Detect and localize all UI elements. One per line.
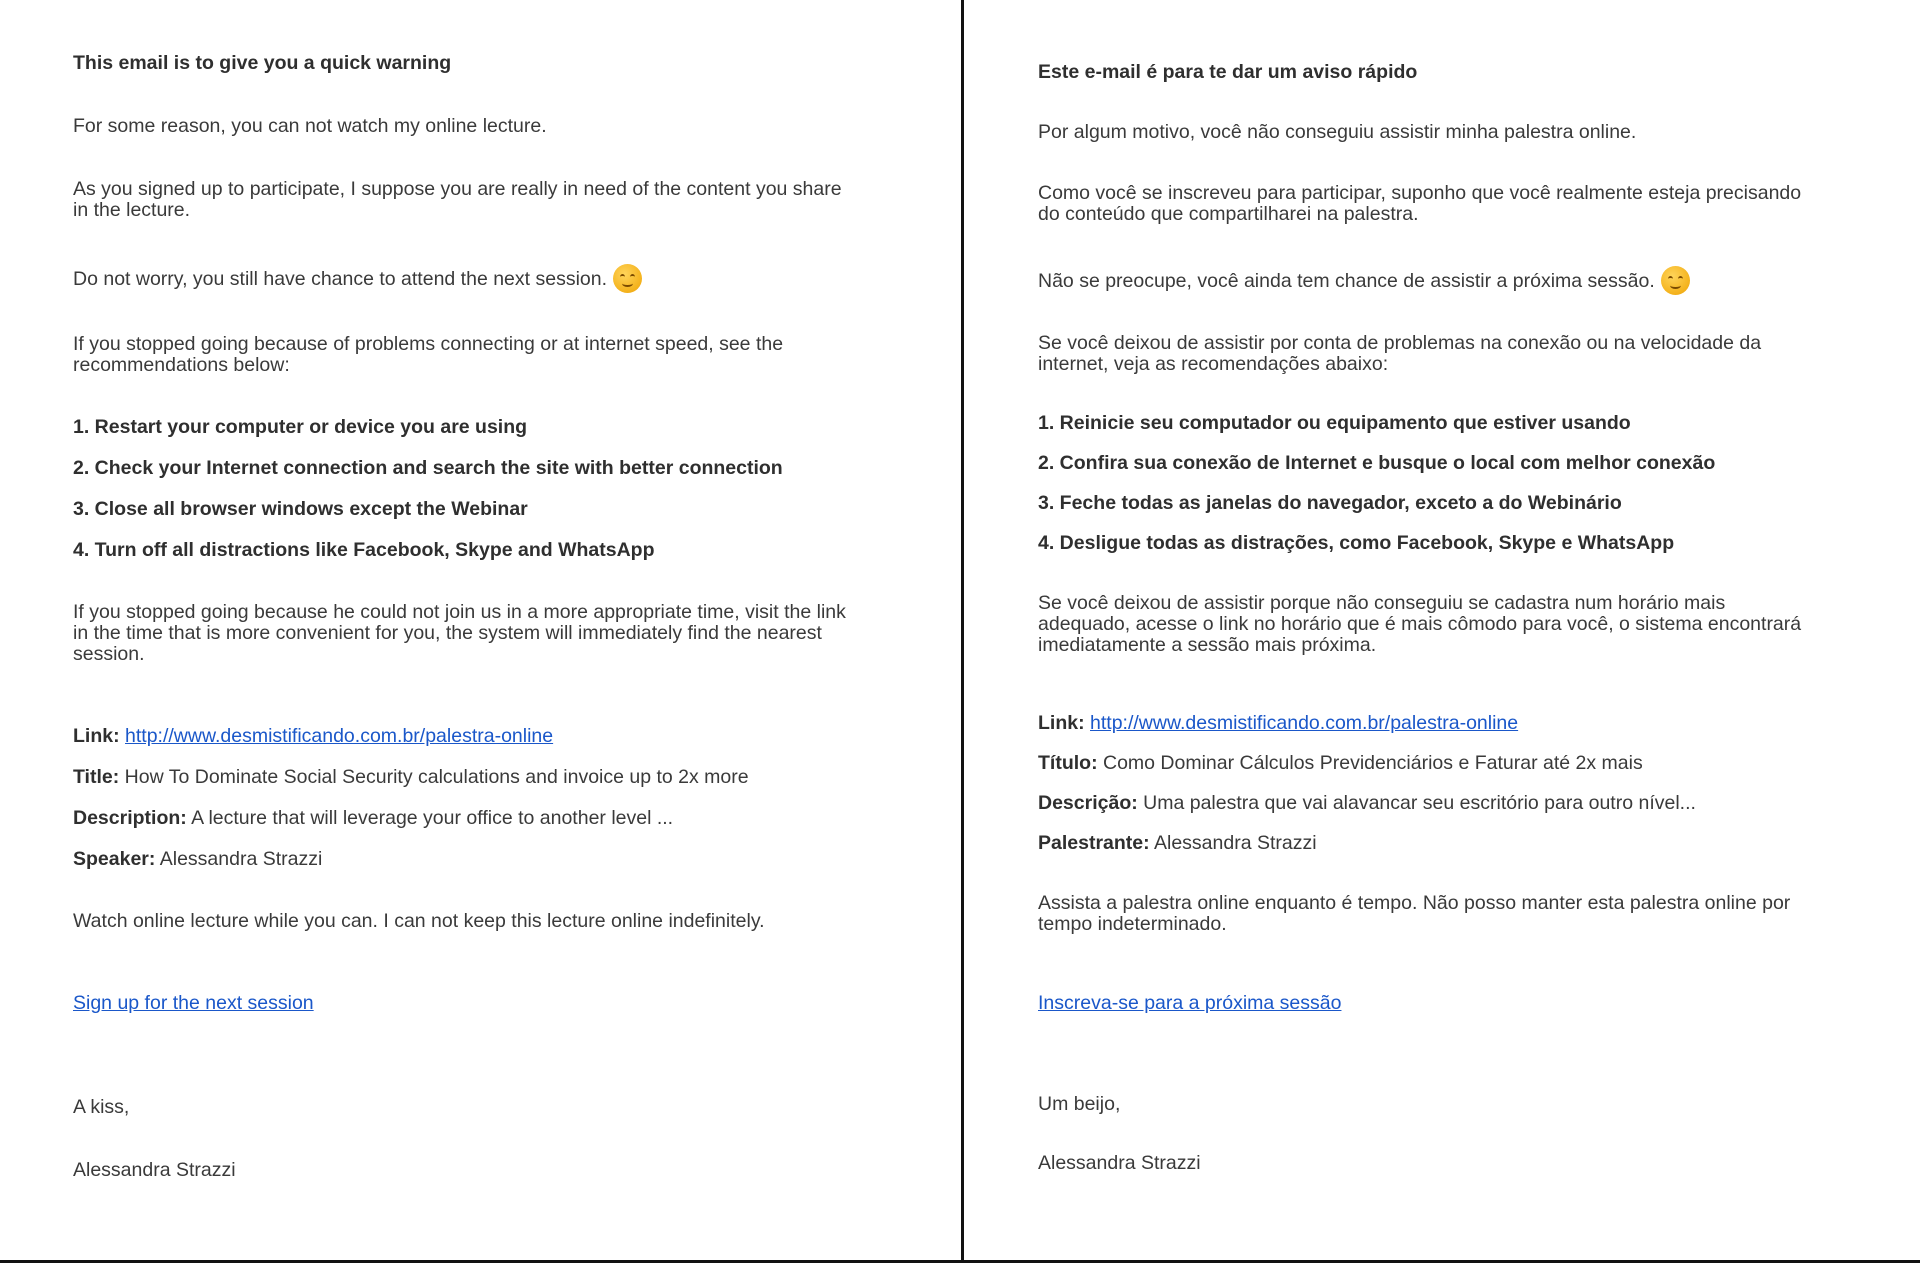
paragraph-signed-up: Como você se inscreveu para participar, suponho que você realmente esteja precisando do conteúdo que compartilharei na palestra. bbox=[1038, 182, 1802, 225]
speaker-value: Alessandra Strazzi bbox=[1153, 832, 1317, 854]
paragraph-next-session bbox=[73, 264, 642, 293]
paragraph-watch-online: Assista a palestra online enquanto é tempo. Não posso manter esta palestra online por tempo indeterminado. bbox=[1038, 892, 1791, 935]
description-label: Description: bbox=[73, 807, 187, 829]
paragraph-problems: Se você deixou de assistir por conta de problemas na conexão ou na velocidade da internet, veja as recomendações abaixo: bbox=[1038, 332, 1762, 375]
step-item: 3. Feche todas as janelas do navegador, exceto a do Webinário bbox=[1038, 492, 1622, 514]
paragraph-next-session-text: Não se preocupe, você ainda tem chance de assistir a próxima sessão. bbox=[1038, 270, 1655, 292]
step-item: 1. Reinicie seu computador ou equipamento que estiver usando bbox=[1038, 412, 1631, 434]
step-item: 3. Close all browser windows except the Webinar bbox=[73, 498, 528, 520]
step-item: 1. Restart your computer or device you are using bbox=[73, 416, 528, 438]
title-value: Como Dominar Cálculos Previdenciários e Faturar até 2x mais bbox=[1102, 752, 1643, 774]
step-item: 4. Turn off all distractions like Facebook, Skype and WhatsApp bbox=[73, 539, 655, 561]
wink-smile-emoji-icon bbox=[1661, 266, 1690, 295]
closing: A kiss, bbox=[73, 1096, 130, 1118]
title-label: Título: bbox=[1038, 752, 1098, 774]
lecture-speaker-row bbox=[73, 849, 322, 870]
lecture-link-row bbox=[1038, 713, 1518, 734]
paragraph-appropriate-time: Se você deixou de assistir porque não conseguiu se cadastra num horário mais adequado, acesse o link no horário que é mais cômodo para você, o sistema encontrará imediatamente a sessão mais próxima. bbox=[1038, 592, 1802, 656]
description-value: Uma palestra que vai alavancar seu escritório para outro nível... bbox=[1143, 792, 1696, 814]
title-label: Title: bbox=[73, 766, 120, 788]
lecture-speaker-row bbox=[1038, 833, 1317, 854]
bottom-border bbox=[0, 1260, 1920, 1263]
paragraph-watch-online: Watch online lecture while you can. I can not keep this lecture online indefinitely. bbox=[73, 910, 765, 932]
signup-next-session-link[interactable]: Inscreva-se para a próxima sessão bbox=[1038, 992, 1342, 1014]
email-heading: Este e-mail é para te dar um aviso rápido bbox=[1038, 61, 1418, 83]
link-label: Link: bbox=[73, 725, 120, 747]
column-divider bbox=[961, 0, 964, 1262]
paragraph-problems: If you stopped going because of problems connecting or at internet speed, see the recommendations below: bbox=[73, 333, 784, 376]
link-label: Link: bbox=[1038, 712, 1085, 734]
paragraph-signed-up: As you signed up to participate, I suppose you are really in need of the content you share in the lecture. bbox=[73, 178, 842, 221]
lecture-description-row bbox=[73, 808, 673, 829]
paragraph-next-session-text: Do not worry, you still have chance to attend the next session. bbox=[73, 268, 608, 290]
lecture-link[interactable]: http://www.desmistificando.com.br/palestra-online bbox=[1090, 712, 1519, 734]
paragraph-next-session bbox=[1038, 266, 1690, 295]
lecture-title-row bbox=[73, 767, 749, 788]
wink-smile-emoji-icon bbox=[613, 264, 642, 293]
signature: Alessandra Strazzi bbox=[1038, 1152, 1201, 1174]
speaker-label: Palestrante: bbox=[1038, 832, 1150, 854]
description-value: A lecture that will leverage your office to another level ... bbox=[191, 807, 674, 829]
step-item: 4. Desligue todas as distrações, como Facebook, Skype e WhatsApp bbox=[1038, 532, 1675, 554]
signup-next-session-link[interactable]: Sign up for the next session bbox=[73, 992, 314, 1014]
step-item: 2. Check your Internet connection and search the site with better connection bbox=[73, 457, 783, 479]
speaker-label: Speaker: bbox=[73, 848, 156, 870]
lecture-link[interactable]: http://www.desmistificando.com.br/palestra-online bbox=[125, 725, 554, 747]
paragraph-reason: For some reason, you can not watch my online lecture. bbox=[73, 115, 547, 137]
signature: Alessandra Strazzi bbox=[73, 1159, 236, 1181]
lecture-description-row bbox=[1038, 793, 1696, 814]
portuguese-email bbox=[1038, 0, 1838, 1260]
english-email bbox=[73, 0, 903, 1260]
closing: Um beijo, bbox=[1038, 1093, 1121, 1115]
title-value: How To Dominate Social Security calculations and invoice up to 2x more bbox=[124, 766, 749, 788]
lecture-title-row bbox=[1038, 753, 1643, 774]
lecture-link-row bbox=[73, 726, 553, 747]
step-item: 2. Confira sua conexão de Internet e busque o local com melhor conexão bbox=[1038, 452, 1716, 474]
paragraph-reason: Por algum motivo, você não conseguiu assistir minha palestra online. bbox=[1038, 121, 1637, 143]
paragraph-appropriate-time: If you stopped going because he could not join us in a more appropriate time, visit the link in the time that is more convenient for you, the system will immediately find the nearest session. bbox=[73, 601, 846, 665]
speaker-value: Alessandra Strazzi bbox=[159, 848, 323, 870]
email-heading: This email is to give you a quick warning bbox=[73, 52, 452, 74]
description-label: Descrição: bbox=[1038, 792, 1138, 814]
